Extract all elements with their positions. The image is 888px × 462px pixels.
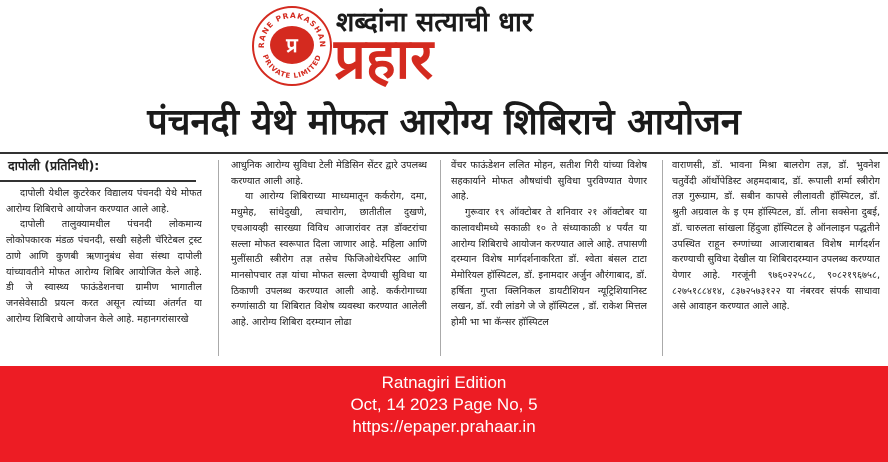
masthead-tagline: शब्दांना सत्याची धार — [336, 7, 533, 38]
column-paragraph: गुरूवार १९ ऑक्टोबर ते शनिवार २१ ऑक्टोबर या कालावधीमध्ये सकाळी १० ते संध्याकाळी ४ पर्यंत या आरोग्य शिबिराचे आयोजन करण्यात आले आहे. तपासणी दरम्यान विशेष मार्गदर्शनाकरिता डॉ. श्वेता बंसल टाटा मेमोरियल हॉस्पिटल, डॉ. इनामदार अर्जुन औरंगाबाद, डॉ. हर्षिता गुप्ता क्लिनिकल डायटीशियन न्यूट्रिशियानिस्ट लखन, डॉ. रवी लांडगे जे जे हॉस्पिटल , डॉ. राकेश मित्तल होमी भा भा कॅन्सर हॉस्पिटल — [451, 207, 647, 329]
byline-rule — [0, 180, 196, 182]
article-column-2 — [231, 158, 427, 358]
article-byline: दापोली (प्रतिनिधी): — [8, 158, 100, 173]
column-paragraph: दापोली येथील कुटरेकर विद्यालय पंचनदी येथे मोफत आरोग्य शिबिराचे आयोजन करण्यात आले आहे. — [6, 188, 202, 215]
edition-date-page: Oct, 14 2023 Page No, 5 — [350, 395, 538, 414]
publisher-logo-seal — [252, 6, 332, 86]
masthead — [0, 0, 888, 92]
edition-name: Ratnagiri Edition — [381, 373, 507, 392]
logo-monogram: प्र — [270, 26, 314, 64]
svg-text:PRIVATE LIMITED: PRIVATE LIMITED — [260, 53, 324, 81]
column-paragraph: आधुनिक आरोग्य सुविधा टेली मेडिसिन सेंटर द्वारे उपलब्ध करण्यात आली आहे. — [231, 160, 427, 187]
article-column-3 — [451, 158, 647, 358]
newspaper-brand: प्रहार — [334, 27, 434, 92]
column-divider — [440, 160, 441, 356]
epaper-link[interactable]: https://epaper.prahaar.in — [352, 417, 536, 436]
svg-text:RANE PRAKASHAN: RANE PRAKASHAN — [256, 10, 328, 49]
article-column-1 — [6, 186, 202, 358]
column-divider — [662, 160, 663, 356]
column-paragraph: या आरोग्य शिबिराच्या माध्यमातून कर्करोग, दमा, मधुमेह, सांधेदुखी, त्वचारोग, छातीतील दुखणे, एचआयव्ही सारख्या विविध आजारांवर तज्ञ डॉक्टरांचा सल्ला मोफत स्वरूपात दिला जाणार आहे. महिला आणि मुलींसाठी स्त्रीरोग तज्ञ तसेच फिजिओथेरपिस्ट आणि मानसोपचार तज्ञ यांचा मोफत सल्ला देण्याची सुविधा या ठिकाणी उपलब्ध करण्यात आली आहे. कर्करोगाच्या रुग्णांसाठी या शिबिरात विशेष व्यवस्था करण्यात आलेली आहे. आरोग्य शिबिरा दरम्यान लोढा — [231, 191, 427, 329]
article-headline: पंचनदी येथे मोफत आरोग्य शिबिराचे आयोजन — [147, 102, 741, 143]
edition-footer — [0, 366, 888, 462]
headline-rule — [0, 152, 888, 154]
column-paragraph: वाराणसी, डॉ. भावना मिश्रा बालरोग तज्ञ, डॉ. भुवनेश चतुर्वेदी ऑर्थोपेडिस्ट अहमदाबाद, डॉ. रूपाली शर्मा स्त्रीरोग तज्ञ गुरूग्राम, डॉ. सबीन कापसे लीलावती हॉस्पिटल, डॉ. श्रुती अग्रवाल के इ एम हॉस्पिटल, डॉ. लीना सक्सेना दुबई, डॉ. चारुलता सांखला हिंदुजा हॉस्पिटल हे ऑनलाइन पद्धतीने उपस्थित राहून रुग्णांच्या आजाराबाबत विशेष मार्गदर्शन करण्याची सुविधा देखील या शिबिरादरम्यान उपलब्ध करण्यात येणार आहे. गरजूंनी ९७६०२२५८८, ९०८२१९६७५८, ८२७५१८८४१४, ८३७२५७३१२२ या नंबरवर संपर्क साधावा असे आवाहन करण्यात आले आहे. — [672, 160, 880, 313]
column-paragraph: वेंचर फाऊंडेशन ललित मोहन, सतीश गिरी यांच्या विशेष सहकार्याने मोफत औषधांची सुविधा पुरविण्यात येणार आहे. — [451, 160, 647, 203]
column-paragraph: दापोली तालुक्यामधील पंचनदी लोकमान्य लोकोपकारक मंडळ पंचनदी, सखी सहेली चॅरिटेबल ट्रस्ट ठाणे आणि कुणबी ऋणानुबंध सेवा संस्था दापोली यांच्यावतीने मोफत आरोग्य शिबिर आयोजित केले आहे. डी जे स्वास्थ्य फाऊंडेशनचा ग्रामीण भागातील जनसेवेसाठी प्रयत्न करत असून त्यांच्या अंतर्गत या आरोग्य शिबिराचे आयोजन केले आहे. महानगरांसारखे — [6, 219, 202, 325]
article-column-4 — [672, 158, 880, 358]
column-divider — [218, 160, 219, 356]
